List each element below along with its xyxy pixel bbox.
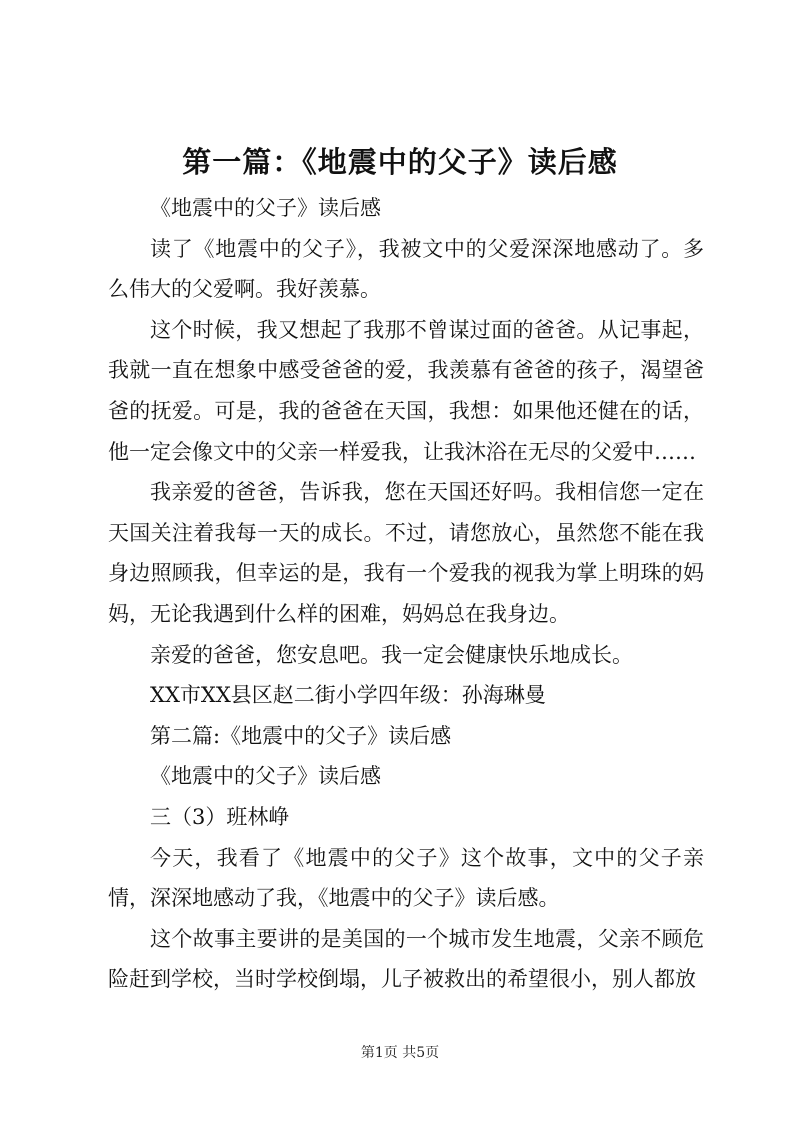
paragraph: 我亲爱的爸爸，告诉我，您在天国还好吗。我相信您一定在天国关注着我每一天的成长。不过，请您放心，虽然您不能在我身边照顾我，但幸运的是，我有一个爱我的视我为掌上明珠的妈妈，无论我遇到什么样的困难，妈妈总在我身边。	[108, 480, 704, 626]
paragraph-subtitle-2: 《地震中的父子》读后感	[150, 764, 381, 789]
paragraph: 这个时候，我又想起了我那不曾谋过面的爸爸。从记事起，我就一直在想象中感受爸爸的爱，我羡慕有爸爸的孩子，渴望爸爸的抚爱。可是，我的爸爸在天国，我想：如果他还健在的话，他一定会像文中的父亲一样爱我，让我沐浴在无尽的父爱中……	[108, 317, 704, 464]
author-line: XX市XX县区赵二街小学四年级：孙海琳曼	[150, 683, 546, 708]
paragraph: 今天，我看了《地震中的父子》这个故事，文中的父子亲情，深深地感动了我，《地震中的父子》读后感。	[108, 845, 704, 911]
paragraph: 读了《地震中的父子》，我被文中的父爱深深地感动了。多么伟大的父爱啊。我好羡慕。	[108, 236, 704, 302]
document-body	[108, 188, 704, 1000]
paragraph-subtitle-1: 《地震中的父子》读后感	[150, 196, 381, 220]
page-number: 第1页 共5页	[360, 1045, 440, 1061]
section-heading-2: 第二篇:《地震中的父子》读后感	[150, 723, 452, 748]
paragraph: 亲爱的爸爸，您安息吧。我一定会健康快乐地成长。	[150, 642, 633, 667]
author-line: 三（3）班林峥	[150, 804, 290, 829]
paragraph: 这个故事主要讲的是美国的一个城市发生地震，父亲不顾危险赶到学校，当时学校倒塌，儿子被救出的希望很小，别人都放	[108, 926, 704, 992]
document-title: 第一篇：《地震中的父子》读后感	[182, 145, 618, 179]
